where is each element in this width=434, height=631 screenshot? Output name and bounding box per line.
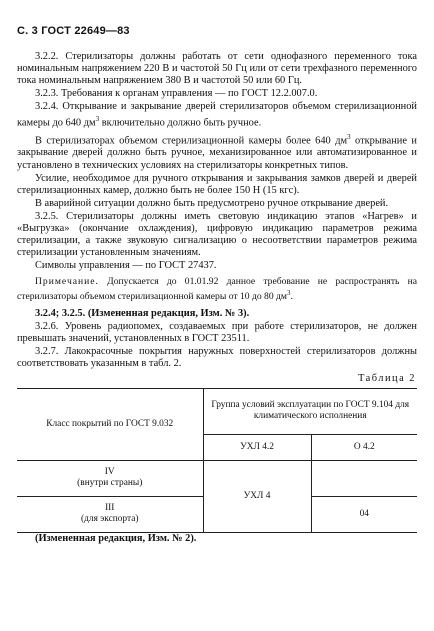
document-body	[17, 51, 417, 545]
col-header-group: Группа условий эксплуатации по ГОСТ 9.104 для климатического исполнения	[203, 388, 417, 434]
paragraph-force: Усилие, необходимое для ручного открывания и закрывания замков дверей и дверей стерилизационных камер, должно быть не более 150 Н (15 кгс).	[17, 172, 417, 196]
amendment-3: 3.2.4; 3.2.5. (Измененная редакция, Изм. № 3).	[35, 307, 250, 319]
row-class-iv: IV (внутри страны)	[17, 460, 203, 496]
merged-cell-uhl-4: УХЛ 4	[203, 460, 311, 532]
cell-04: 04	[311, 496, 417, 532]
empty-cell	[311, 460, 417, 496]
note: Примечание. Допускается до 01.01.92 данное требование не распространять на стерилизаторы объемом стерилизационной камеры от 10 до 80 $дм^3$.	[17, 276, 417, 302]
paragraph-3-2-5: 3.2.5. Стерилизаторы должны иметь световую индикацию этапов «Нагрев» и «Выгрузка» (окончание охлаждения), цифровую индикацию параметров режима стерилизации, а также звуковую сигнализацию о несоответствии параметров режима стерилизации установленным значениям.	[17, 210, 417, 259]
paragraph-3-2-6: 3.2.6. Уровень радиопомех, создаваемых при работе стерилизаторов, не должен превышать значений, установленных в ГОСТ 23511.	[17, 320, 417, 345]
subheader-o-4-2: О 4.2	[311, 434, 417, 460]
paragraph-symbols: Символы управления — по ГОСТ 27437.	[35, 260, 217, 271]
subheader-uhl-4-2: УХЛ 4.2	[203, 434, 311, 460]
paragraph-large-chamber: В стерилизаторах объемом стерилизационной камеры более 640 $дм^3$ открывание и закрывание дверей должно быть ручное, механизированное или автоматизированное и установлено в технических условиях на стерилизаторы конкретных типов.	[17, 132, 417, 171]
paragraph-3-2-3: 3.2.3. Требования к органам управления — по ГОСТ 12.2.007.0.	[35, 88, 318, 100]
col-header-coating-class: Класс покрытий по ГОСТ 9.032	[17, 388, 203, 460]
paragraph-3-2-7: 3.2.7. Лакокрасочные покрытия наружных поверхностей стерилизаторов должны соответствовать указанным в табл. 2.	[17, 345, 417, 370]
table-title: Таблица 2	[358, 373, 416, 385]
page-header: С. 3 ГОСТ 22649—83	[17, 25, 130, 37]
row-class-iii: III (для экспорта)	[17, 496, 203, 532]
paragraph-3-2-2: 3.2.2. Стерилизаторы должны работать от сети однофазного переменного тока номинальным напряжением 220 В и частотой 50 Гц или от сети трехфазного переменного тока номинальным напряжением 380 В и частотой 50 или 60 Гц.	[17, 51, 417, 87]
paragraph-emergency: В аварийной ситуации должно быть предусмотрено ручное открывание дверей.	[35, 197, 389, 209]
table-2	[17, 388, 417, 533]
amendment-2: (Измененная редакция, Изм. № 2).	[35, 532, 197, 544]
paragraph-3-2-4: 3.2.4. Открывание и закрывание дверей стерилизаторов объемом стерилизационной камеры до 640 $дм^3$ включительно должно быть ручное.	[17, 101, 417, 129]
